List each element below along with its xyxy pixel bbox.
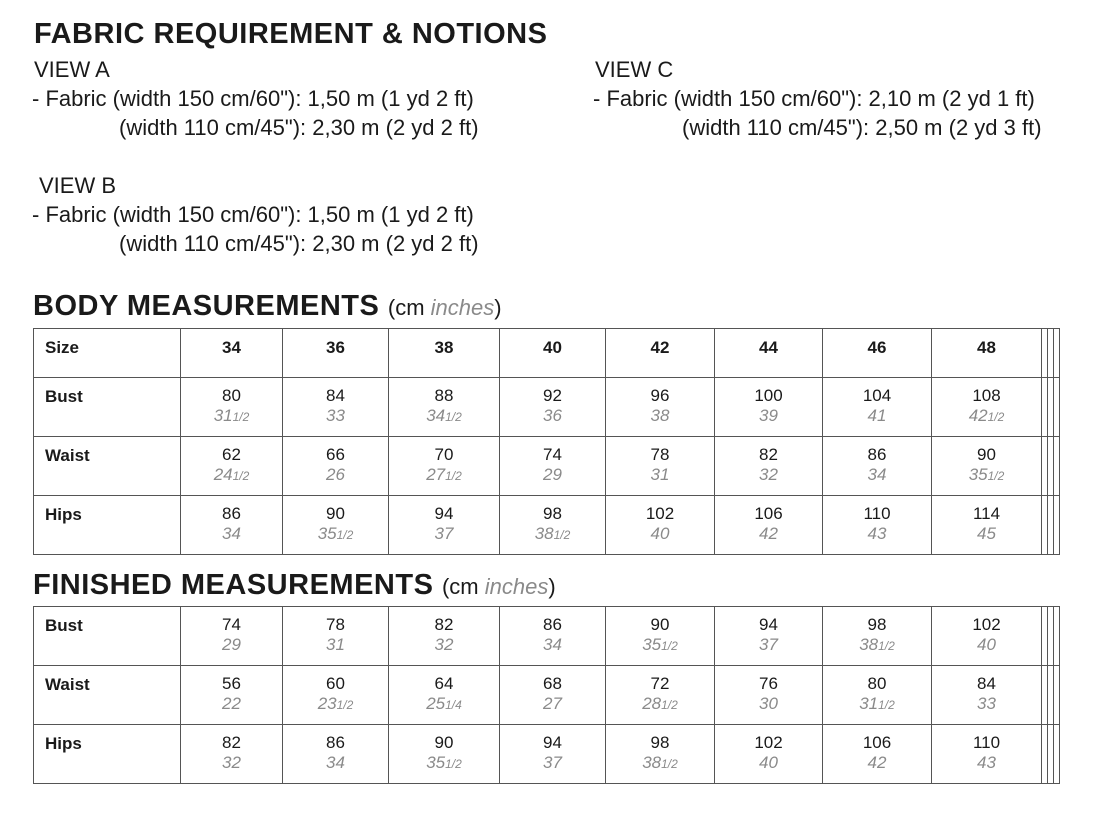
size-value: 42 [650,338,670,357]
inch-value [389,524,499,544]
finished-unit-label [442,574,556,599]
inch-value [181,694,282,714]
measurement-cell [715,666,823,725]
measurement-cell [181,437,283,496]
measurement-cell [606,496,715,555]
measurement-cell [715,378,823,437]
measurement-cell [606,437,715,496]
inch-value [932,753,1041,773]
measurement-cell [389,496,500,555]
measurement-cell [283,378,389,437]
inch-value [823,524,931,544]
spacer-cell [1054,725,1060,784]
view-b-line2: (width 110 cm/45"): 2,30 m (2 yd 2 ft) [119,231,479,256]
inch-whole: 22 [222,694,241,713]
inch-fraction: 1/2 [661,698,678,712]
measurement-cell [389,378,500,437]
inch-whole: 23 [317,694,337,713]
body-unit-cm: (cm [387,295,431,320]
inch-whole: 27 [543,694,562,713]
body-title [33,290,502,323]
inch-whole: 31 [326,635,345,654]
inch-fraction: 1/2 [987,469,1005,483]
inch-whole: 34 [867,465,887,484]
view-a-line2: (width 110 cm/45"): 2,30 m (2 yd 2 ft) [119,115,479,140]
body-title-text: BODY MEASUREMENTS [33,290,380,322]
cm-value: 82 [434,615,454,634]
inch-whole: 38 [642,753,662,772]
cm-value: 56 [222,674,241,693]
inch-fraction: 1/2 [445,410,462,424]
cm-value: 72 [650,674,670,693]
inch-value [500,465,605,485]
measurement-cell [715,496,823,555]
cm-value: 84 [977,674,996,693]
inch-whole: 38 [650,406,670,425]
inch-whole: 35 [642,635,662,654]
measurement-cell [932,666,1042,725]
inch-value [283,753,388,773]
inch-fraction: 1/2 [661,639,678,653]
inch-whole: 33 [326,406,345,425]
cm-value: 80 [867,674,887,693]
inch-value [823,635,931,656]
cm-value: 114 [972,504,1001,523]
size-cell [823,329,932,378]
table-row [34,496,1060,555]
cm-value: 100 [754,386,783,405]
table-row [34,437,1060,496]
inch-whole: 27 [426,465,446,484]
inch-fraction: 1/2 [445,469,462,483]
cm-value: 90 [977,445,996,464]
inch-whole: 24 [213,465,233,484]
spacer-cell [1054,607,1060,666]
inch-fraction: 1/2 [445,757,462,771]
measurement-cell [932,496,1042,555]
spacer-cell [1054,666,1060,725]
view-a-label: VIEW A [34,57,110,82]
spacer-cell [1054,437,1060,496]
inch-value [715,694,822,714]
size-label-text: Size [45,338,80,357]
finished-title [33,569,556,602]
cm-value: 86 [867,445,887,464]
inch-whole: 39 [759,406,778,425]
cm-value: 74 [222,615,241,634]
finished-title-text: FINISHED MEASUREMENTS [33,569,434,601]
inch-fraction: 1/2 [878,698,895,712]
inch-whole: 34 [222,524,241,543]
view-b-line1: - Fabric (width 150 cm/60"): 1,50 m (1 yd 2 ft) [32,202,474,227]
inch-value [283,635,388,655]
measurement-cell [823,437,932,496]
inch-whole: 31 [213,406,233,425]
inch-value [389,465,499,486]
measurement-cell [181,496,283,555]
row-label-text: Waist [45,446,90,465]
measurement-cell [181,725,283,784]
inch-whole: 29 [222,635,241,654]
inch-value [181,753,282,773]
inch-whole: 33 [977,694,996,713]
cm-value: 80 [222,386,241,405]
inch-value [500,635,605,655]
measurement-cell [715,607,823,666]
cm-value: 88 [434,386,454,405]
measurement-cell [500,666,606,725]
inch-value [823,753,931,773]
size-value: 44 [759,338,778,357]
measurement-cell [932,437,1042,496]
inch-whole: 42 [867,753,887,772]
inch-value [500,406,605,426]
inch-whole: 37 [543,753,562,772]
inch-value [283,406,388,426]
inch-value [715,753,822,773]
measurement-cell [932,378,1042,437]
inch-value [715,465,822,485]
inch-value [932,694,1041,714]
cm-value: 62 [222,445,241,464]
cm-value: 98 [650,733,670,752]
inch-whole: 37 [434,524,454,543]
cm-value: 106 [862,733,892,752]
inch-whole: 31 [650,465,670,484]
inch-value [389,753,499,774]
inch-value [715,524,822,544]
inch-whole: 37 [759,635,778,654]
size-cell [500,329,606,378]
table-row [34,607,1060,666]
view-a-line1: - Fabric (width 150 cm/60"): 1,50 m (1 yd 2 ft) [32,86,474,111]
inch-fraction: 1/2 [232,410,250,424]
inch-value [823,465,931,485]
cm-value: 78 [650,445,670,464]
size-value: 48 [977,338,996,357]
inch-value [606,635,714,656]
inch-fraction: 1/2 [336,528,354,542]
inch-whole: 35 [426,753,446,772]
inch-fraction: 1/2 [878,639,895,653]
inch-value [715,406,822,426]
cm-value: 110 [863,504,891,523]
inch-value [606,694,714,715]
measurement-cell [606,666,715,725]
measurement-cell [823,725,932,784]
inch-fraction: 1/2 [232,469,250,483]
inch-value [389,635,499,655]
row-label [34,725,181,784]
cm-value: 98 [867,615,887,634]
inch-whole: 32 [222,753,241,772]
row-label [34,607,181,666]
inch-whole: 38 [534,524,554,543]
inch-value [389,406,499,427]
cm-value: 60 [326,674,345,693]
inch-whole: 34 [543,635,562,654]
spacer-cell [1054,329,1060,378]
measurement-cell [606,725,715,784]
measurement-cell [823,378,932,437]
cm-value: 78 [326,615,345,634]
measurement-cell [823,607,932,666]
row-label [34,496,181,555]
view-b-label: VIEW B [39,173,117,198]
inch-value [500,753,605,773]
cm-value: 64 [434,674,454,693]
inch-whole: 30 [759,694,778,713]
inch-whole: 35 [968,465,988,484]
measurement-cell [932,607,1042,666]
measurement-cell [389,725,500,784]
inch-value [715,635,822,655]
measurement-cell [715,725,823,784]
inch-whole: 42 [968,406,988,425]
measurement-cell [500,725,606,784]
cm-value: 86 [222,504,241,523]
row-label-text: Bust [45,616,83,635]
inch-value [932,406,1041,427]
size-value: 46 [867,338,887,357]
inch-whole: 35 [317,524,337,543]
body-measurements-table [33,328,1060,555]
size-cell [181,329,283,378]
inch-fraction: 1/2 [553,528,571,542]
row-label-text: Hips [45,734,82,753]
cm-value: 92 [543,386,562,405]
inch-whole: 29 [543,465,562,484]
inch-whole: 31 [859,694,879,713]
measurement-cell [500,607,606,666]
measurement-cell [283,496,389,555]
cm-value: 86 [543,615,562,634]
cm-value: 106 [754,504,783,523]
size-value: 38 [434,338,454,357]
view-c-line2: (width 110 cm/45"): 2,50 m (2 yd 3 ft) [682,115,1042,140]
measurement-cell [181,666,283,725]
finished-unit-in: inches [484,574,549,599]
cm-value: 102 [645,504,675,523]
table-row [34,725,1060,784]
cm-value: 90 [434,733,454,752]
inch-value [181,524,282,544]
row-label-text: Waist [45,675,90,694]
inch-whole: 42 [759,524,778,543]
inch-value [932,635,1041,655]
cm-value: 110 [972,733,1001,752]
table-row [34,378,1060,437]
inch-whole: 40 [759,753,778,772]
measurement-cell [283,607,389,666]
inch-whole: 32 [759,465,778,484]
cm-value: 108 [972,386,1001,405]
cm-value: 74 [543,445,562,464]
finished-measurements-table [33,606,1060,784]
inch-value [181,465,282,486]
table-row [34,666,1060,725]
size-cell [389,329,500,378]
inch-value [283,694,388,715]
measurement-cell [283,725,389,784]
cm-value: 102 [972,615,1001,634]
row-label [34,666,181,725]
size-label [34,329,181,378]
measurement-cell [181,607,283,666]
inch-value [932,465,1041,486]
inch-whole: 45 [977,524,996,543]
cm-value: 102 [754,733,783,752]
inch-value [606,524,714,544]
measurement-cell [283,666,389,725]
cm-value: 96 [650,386,670,405]
inch-whole: 40 [650,524,670,543]
spacer-cell [1054,378,1060,437]
cm-value: 98 [543,504,562,523]
inch-whole: 36 [543,406,562,425]
measurement-cell [389,437,500,496]
measurement-cell [389,607,500,666]
measurement-cell [823,496,932,555]
cm-value: 84 [326,386,345,405]
inch-value [283,465,388,485]
row-label [34,378,181,437]
cm-value: 94 [543,733,562,752]
view-c-label: VIEW C [595,57,674,82]
fabric-title: FABRIC REQUIREMENT & NOTIONS [34,18,548,50]
inch-whole: 38 [859,635,879,654]
body-unit-close: ) [494,295,502,320]
cm-value: 70 [434,445,454,464]
inch-value [606,465,714,485]
inch-fraction: 1/2 [336,698,354,712]
inch-value [932,524,1041,544]
inch-value [389,694,499,715]
inch-whole: 41 [867,406,887,425]
inch-fraction: 1/4 [445,698,462,712]
inch-whole: 43 [977,753,996,772]
size-cell [715,329,823,378]
inch-value [606,406,714,426]
inch-value [181,635,282,655]
cm-value: 82 [222,733,241,752]
inch-whole: 25 [426,694,446,713]
body-unit-in: inches [430,295,495,320]
measurement-cell [181,378,283,437]
inch-whole: 32 [434,635,454,654]
size-row [34,329,1060,378]
measurement-cell [500,378,606,437]
body-unit-label [388,295,502,320]
cm-value: 94 [759,615,778,634]
measurement-cell [606,378,715,437]
view-c-line1: - Fabric (width 150 cm/60"): 2,10 m (2 yd 1 ft) [593,86,1035,111]
cm-value: 90 [326,504,345,523]
inch-value [823,694,931,715]
cm-value: 68 [543,674,562,693]
size-cell [932,329,1042,378]
cm-value: 104 [862,386,892,405]
cm-value: 82 [759,445,778,464]
measurement-cell [283,437,389,496]
measurement-cell [500,496,606,555]
measurement-cell [389,666,500,725]
cm-value: 90 [650,615,670,634]
row-label-text: Bust [45,387,83,406]
inch-whole: 28 [642,694,662,713]
size-value: 34 [222,338,241,357]
size-cell [606,329,715,378]
spacer-cell [1054,496,1060,555]
measurement-cell [606,607,715,666]
inch-whole: 26 [326,465,345,484]
row-label-text: Hips [45,505,82,524]
finished-unit-close: ) [548,574,556,599]
inch-whole: 34 [426,406,446,425]
inch-value [823,406,931,426]
cm-value: 86 [326,733,345,752]
measurement-cell [823,666,932,725]
measurement-cell [715,437,823,496]
inch-whole: 40 [977,635,996,654]
inch-value [500,694,605,714]
inch-whole: 34 [326,753,345,772]
inch-whole: 43 [867,524,887,543]
finished-unit-cm: (cm [441,574,485,599]
cm-value: 66 [326,445,345,464]
row-label [34,437,181,496]
inch-value [181,406,282,427]
size-value: 36 [326,338,345,357]
measurement-cell [932,725,1042,784]
measurement-cell [500,437,606,496]
size-cell [283,329,389,378]
inch-value [500,524,605,545]
cm-value: 94 [434,504,454,523]
inch-value [606,753,714,774]
cm-value: 76 [759,674,778,693]
inch-fraction: 1/2 [661,757,678,771]
size-value: 40 [543,338,562,357]
inch-fraction: 1/2 [987,410,1005,424]
inch-value [283,524,388,545]
